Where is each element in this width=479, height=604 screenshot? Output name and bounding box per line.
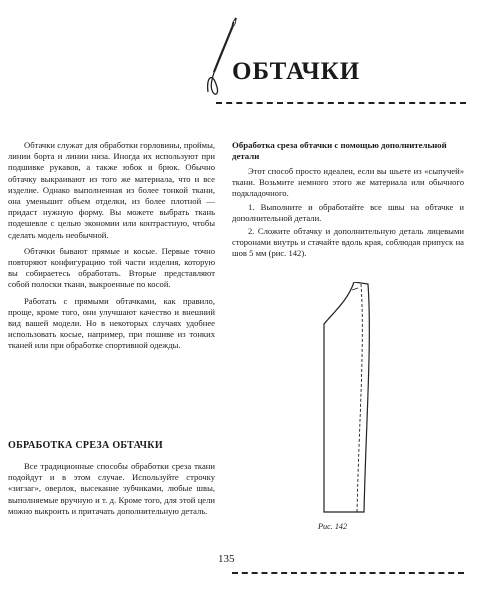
page-number: 135: [218, 553, 235, 565]
left-column-intro: [8, 140, 215, 352]
dashed-stitch-line: [216, 102, 466, 104]
paragraph: Обтачки служат для обработки горловины, проймы, линии борта и линии низа. Иногда их используют при подшивке рукавов, а также юбок и брюк. Обычно обтачку выкраивают из того же материала, что и все изделие. Однако выполненная из более тонкой ткани, она уменьшит объем отделки, из более плотной — придаст нужную форму. Вы можете выбрать ткань подешевле с целью экономии или контрастную, чтобы сделать модель необычной.: [8, 140, 215, 240]
paragraph: Работать с прямыми обтачками, как правило, проще, кроме того, они улучшают качество и внешний вид вашей модели. Но в некоторых случаях удобнее использовать косые, например, при пошиве из тонких тканей или при обработке спортивной одежды.: [8, 295, 215, 351]
section-heading: ОБРАБОТКА СРЕЗА ОБТАЧКИ: [8, 440, 163, 451]
figure-142: [300, 282, 390, 522]
paragraph: Обтачки бывают прямые и косые. Первые точно повторяют конфигурацию той части изделия, которую вы собираетесь обработать. Вторые представляют собой полоски ткани, выкроенные по косой.: [8, 245, 215, 290]
paragraph: Этот способ просто идеален, если вы шьете из «сыпучей» ткани. Возьмите немного этого же материала или обычного подкладочного.: [232, 166, 464, 199]
figure-caption: Рис. 142: [318, 522, 348, 531]
paragraph: Все традиционные способы обработки среза ткани подойдут и в этом случае. Используйте строчку «зигзаг», оверлок, высекание зубчиками, любые швы, выполняемые вручную и т. д. Кроме того, для этой цели можно выкроить и притачать дополнительную деталь.: [8, 461, 215, 516]
subsection-heading: Обработка среза обтачки с помощью дополнительной детали: [232, 140, 447, 161]
page-title: ОБТАЧКИ: [232, 58, 361, 85]
left-column-section: [8, 461, 215, 517]
numbered-step: 1. Выполните и обработайте все швы на обтачке и дополнительной детали.: [232, 201, 464, 223]
right-column-text: [232, 166, 464, 260]
dashed-stitch-line: [232, 572, 464, 574]
numbered-step: 2. Сложите обтачку и дополнительную деталь лицевыми сторонами внутрь и стачайте вдоль края, соблюдая припуск на шов 5 мм (рис. 142).: [232, 226, 464, 259]
